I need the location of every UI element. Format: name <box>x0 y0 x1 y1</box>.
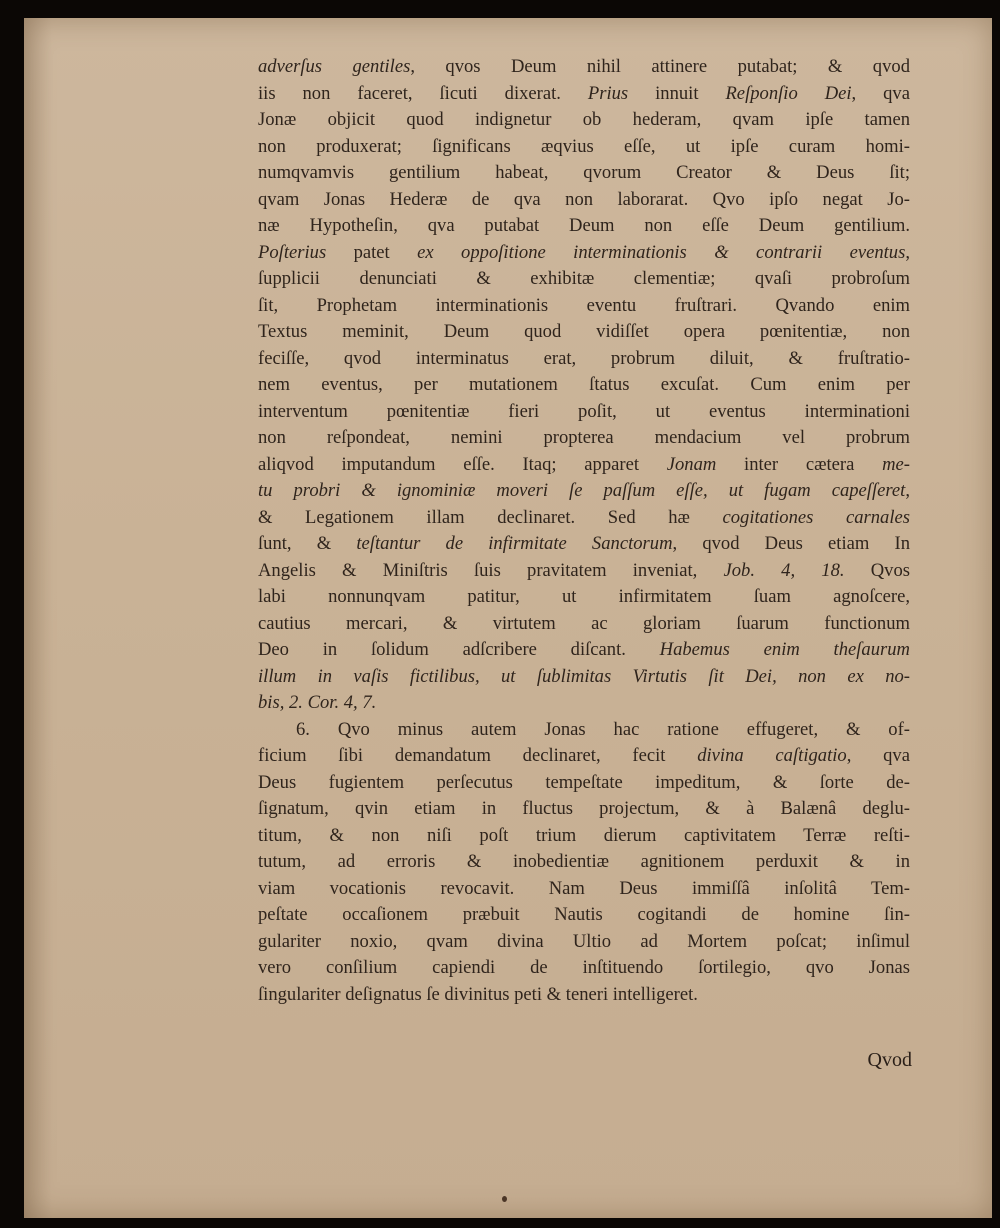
text-run: titum, & non niſi poſt trium dierum captivitatem Terræ reſti- <box>258 824 910 846</box>
text-line <box>258 823 910 850</box>
text-run: numqvamvis gentilium habeat, qvorum Creator & Deus ſit; <box>258 162 910 183</box>
text-line <box>258 611 910 638</box>
italic-text-run: Prius <box>587 82 629 104</box>
text-line <box>258 902 910 929</box>
text-run: ſignatum, qvin etiam in fluctus projectum, & à Balænâ deglu- <box>258 798 910 819</box>
text-run: feciſſe, qvod interminatus erat, probrum diluit, & fruſtratio- <box>258 347 910 369</box>
text-line <box>258 849 910 876</box>
text-run: næ Hypotheſin, qva putabat Deum non eſſe Deum gentilium. <box>258 215 910 236</box>
text-run: Textus meminit, Deum quod vidiſſet opera pœnitentiæ, non <box>258 321 910 342</box>
text-run: qvam Jonas Hederæ de qva non laborarat. Qvo ipſo negat Jo- <box>258 188 910 210</box>
text-line <box>258 425 910 452</box>
text-run: , qvod Deus etiam In <box>672 533 910 554</box>
text-line <box>258 134 910 161</box>
catchword: Qvod <box>867 1049 912 1071</box>
text-line <box>258 240 910 267</box>
text-line <box>258 399 910 426</box>
italic-text-run: ex oppoſitione interminationis & contrarii eventus <box>417 241 906 263</box>
text-line <box>258 54 910 81</box>
text-line <box>258 187 910 214</box>
italic-text-run: bis, 2. Cor. 4, 7. <box>258 692 377 713</box>
text-run: , qva <box>846 745 910 766</box>
text-line <box>258 796 910 823</box>
text-run: nem eventus, per mutationem ſtatus excuſat. Cum enim per <box>258 374 910 395</box>
text-run: interventum pœnitentiæ fieri poſit, ut eventus interminationi <box>258 400 910 422</box>
text-run: cautius mercari, & virtutem ac gloriam ſuarum functionum <box>258 612 910 634</box>
text-line <box>258 346 910 373</box>
text-run: tutum, ad erroris & inobedientiæ agnitionem perduxit & in <box>258 851 910 872</box>
text-run: peſtate occaſionem præbuit Nautis cogitandi de homine ſin- <box>258 904 910 925</box>
text-run: , <box>905 480 910 501</box>
text-line <box>258 478 910 505</box>
text-run: Deus fugientem perſecutus tempeſtate impeditum, & ſorte de- <box>258 771 910 793</box>
text-run: iis non faceret, ſicuti dixerat. <box>258 82 588 104</box>
text-run: 6. Qvo minus autem Jonas hac ratione effugeret, & of- <box>296 718 910 740</box>
text-line <box>258 637 910 664</box>
text-line <box>258 293 910 320</box>
text-run: ſunt, & <box>258 533 357 554</box>
text-line <box>258 982 910 1009</box>
text-run: inter cætera <box>716 453 883 475</box>
text-run: labi nonnunqvam patitur, ut infirmitatem ſuam agnoſcere, <box>258 586 910 607</box>
page-body-text <box>258 54 910 1008</box>
text-run: , <box>905 241 910 263</box>
text-line <box>258 876 910 903</box>
text-line <box>258 452 910 479</box>
text-run: Qvos <box>844 559 910 581</box>
text-line <box>258 929 910 956</box>
text-line <box>258 584 910 611</box>
italic-text-run: adverſus gentiles <box>258 56 411 77</box>
italic-text-run: teſtantur de infirmitate Sanctorum <box>356 533 673 554</box>
text-line <box>258 266 910 293</box>
italic-text-run: Habemus enim theſaurum <box>659 639 910 660</box>
text-run: innuit <box>628 82 726 104</box>
text-run: non reſpondeat, nemini propterea mendacium vel probrum <box>258 427 910 448</box>
italic-text-run: Poſterius <box>258 241 327 263</box>
text-line <box>258 160 910 187</box>
text-run: vero conſilium capiendi de inſtituendo ſortilegio, qvo Jonas <box>258 957 910 978</box>
text-run: gulariter noxio, qvam divina Ultio ad Mortem poſcat; inſimul <box>258 930 910 952</box>
italic-text-run: illum in vaſis fictilibus, ut ſublimitas Virtutis ſit Dei, non ex no- <box>258 665 910 687</box>
text-run: non produxerat; ſignificans æqvius eſſe, ut ipſe curam homi- <box>258 135 910 157</box>
text-line <box>258 319 910 346</box>
text-line <box>258 213 910 240</box>
text-run: aliqvod imputandum eſſe. Itaq; apparet <box>258 453 667 475</box>
italic-text-run: Reſponſio Dei <box>725 82 852 104</box>
italic-text-run: divina caſtigatio <box>697 745 847 766</box>
text-run: ſingulariter deſignatus ſe divinitus peti & teneri intelligeret. <box>258 983 698 1005</box>
text-run: ſupplicii denunciati & exhibitæ clementiæ; qvaſi probroſum <box>258 268 910 289</box>
text-run: Angelis & Miniſtris ſuis pravitatem inveniat, <box>258 559 724 581</box>
text-run: patet <box>326 241 418 263</box>
text-line <box>258 717 910 744</box>
text-run: Jonæ objicit quod indignetur ob hederam, qvam ipſe tamen <box>258 109 910 130</box>
text-run: viam vocationis revocavit. Nam Deus immiſſâ inſolitâ Tem- <box>258 877 910 899</box>
text-run: , qvos Deum nihil attinere putabat; & qvod <box>410 56 910 77</box>
italic-text-run: Job. 4, 18. <box>723 559 845 581</box>
italic-text-run: tu probri & ignominiæ moveri ſe paſſum eſſe, ut fugam capeſſeret <box>258 480 906 501</box>
text-run: & Legationem illam declinaret. Sed hæ <box>258 506 723 528</box>
text-line <box>258 955 910 982</box>
text-run: Deo in ſolidum adſcribere diſcant. <box>258 639 660 660</box>
text-run: ſit, Prophetam interminationis eventu fruſtrari. Qvando enim <box>258 294 910 316</box>
text-run: , qva <box>851 82 910 104</box>
text-line <box>258 743 910 770</box>
book-page <box>24 18 992 1218</box>
text-line <box>258 372 910 399</box>
ink-speck <box>502 1196 507 1202</box>
text-line <box>258 531 910 558</box>
italic-text-run: me- <box>882 453 910 475</box>
text-line <box>258 558 910 585</box>
text-line <box>258 505 910 532</box>
text-line <box>258 81 910 108</box>
text-line <box>258 107 910 134</box>
text-line <box>258 770 910 797</box>
italic-text-run: Jonam <box>666 453 717 475</box>
text-run: ficium ſibi demandatum declinaret, fecit <box>258 745 698 766</box>
italic-text-run: cogitationes carnales <box>722 506 910 528</box>
text-line <box>258 690 910 717</box>
text-line <box>258 664 910 691</box>
